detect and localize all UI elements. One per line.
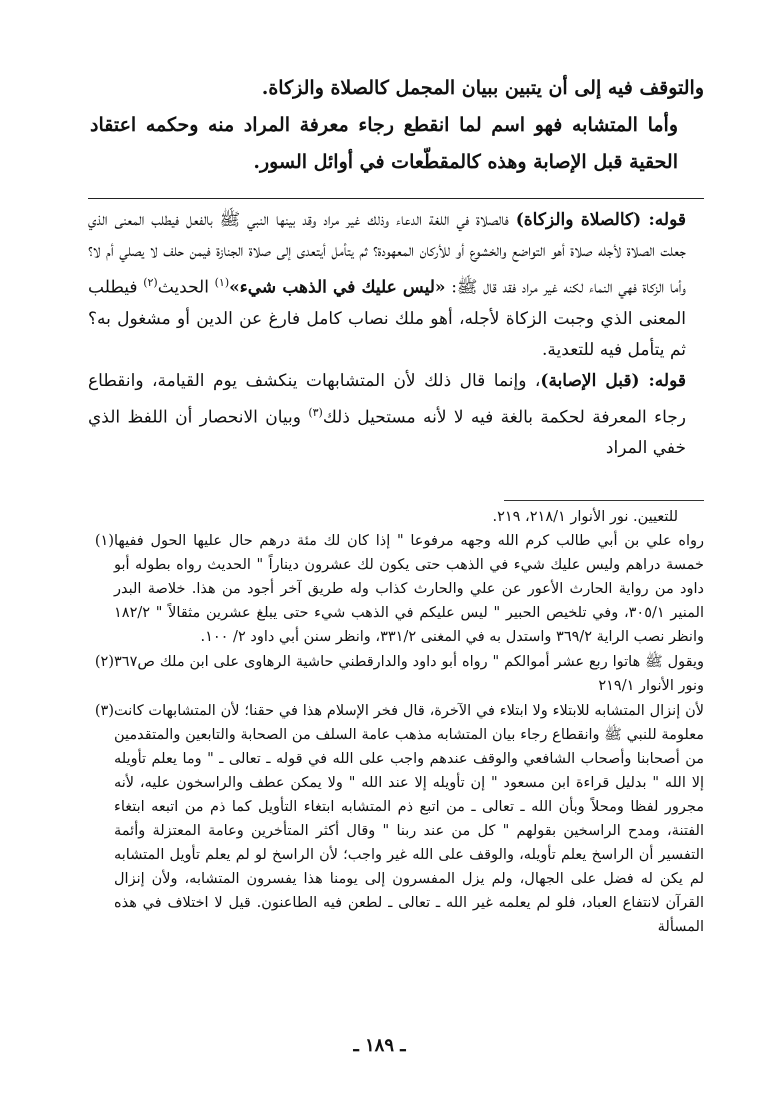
footnote-separator bbox=[504, 500, 704, 501]
separator-line bbox=[88, 198, 704, 199]
footnote-ref: (٣) bbox=[308, 405, 323, 419]
footnote-number: (٣) bbox=[94, 703, 114, 719]
commentary-paragraph: قوله: (قبل الإصابة)، وإنما قال ذلك لأن المتشابهات ينكشف يوم القيامة، وانقطاع رجاء المعرفة لحكمة بالغة فيه لا لأنه مستحيل ذلك$^{(٣)}$ وبيان الانحصار أن اللفظ الذي خفي المراد bbox=[88, 370, 686, 459]
commentary-label: قوله: (قبل الإصابة) bbox=[540, 370, 686, 391]
footnote bbox=[88, 650, 704, 698]
hadith-quote: «ليس عليك في الذهب شيء» bbox=[229, 277, 446, 298]
footnote-number: (٢) bbox=[94, 654, 114, 670]
commentary bbox=[88, 205, 704, 464]
footnote-text: رواه علي بن أبي طالب كرم الله وجهه مرفوعا " إذا كان لك مئة درهم حال عليها الحول ففيها خمسة دراهم وليس عليك شيء في الذهب حتى يكون لك عشرون ديناراً " الحديث رواه بطوله أبو داود من رواية الحارث الأعور عن علي والحارث كذاب وله طريق آخر أجود من هذا. خلاصة البدر المنير ٣٠٥/١، وفي تلخيص الحبير " ليس عليكم في الذهب شيء حتى يبلغ عشرين مثقالاً " ١٨٢/٢ وانظر نصب الراية ٣٦٩/٢ واستدل به في المغنى ٣٣١/٢، وانظر سنن أبي داود ٢/ ١٠٠. bbox=[114, 533, 704, 645]
footnote bbox=[88, 699, 704, 939]
commentary-paragraph: قوله: (كالصلاة والزكاة) فالصلاة في اللغة الدعاء وذلك غير مراد وقد بينها النبي ﷺ بالفعل فيطلب المعنى الذي جعلت الصلاة لأجله صلاة أهو التواضع والخشوع أو للأركان المعهودة؟ ثم يتأمل أيتعدى إلى صلاة الجنازة فيمن حلف لا يصلي أم لا؟ وأما الزكاة فهي النماء لكنه غير مراد فقد قال ﷺ: «ليس عليك في الذهب شيء»$^{(١)}$ الحديث$^{(٢)}$ فيطلب المعنى الذي وجبت الزكاة لأجله، أهو ملك نصاب كامل فارغ عن الدين أو مشغول به؟ ثم يتأمل فيه للتعدية. bbox=[88, 210, 686, 360]
main-text-paragraph: وأما المتشابه فهو اسم لما انقطع رجاء معرفة المراد منه وحكمه اعتقاد الحقية قبل الإصابة وهذه كالمقطّعات في أوائل السور. bbox=[90, 114, 678, 173]
main-text bbox=[90, 70, 704, 181]
footnote-text: ويقول ﷺ هاتوا ربع عشر أموالكم " رواه أبو داود والدارقطني حاشية الرهاوى على ابن ملك ص٣٦٧ ونور الأنوار ٢١٩/١ bbox=[114, 654, 704, 694]
footnote bbox=[88, 529, 704, 649]
footnote-ref: (١) bbox=[214, 276, 230, 289]
commentary-label: قوله: (كالصلاة والزكاة) bbox=[515, 210, 686, 230]
main-text-line: والتوقف فيه إلى أن يتبين ببيان المجمل كالصلاة والزكاة. bbox=[261, 77, 704, 99]
footnote-text: لأن إنزال المتشابه للابتلاء ولا ابتلاء في الآخرة، قال فخر الإسلام هذا في حقنا؛ لأن المتشابهات كانت معلومة للنبي ﷺ وانقطاع رجاء بيان المتشابه مذهب عامة السلف من الصحابة والتابعين والمتقدمين من أصحابنا وأصحاب الشافعي والوقف عندهم واجب على الله في قوله ـ تعالى ـ " وما يعلم تأويله إلا الله " بدليل قراءة ابن مسعود " إن تأويله إلا عند الله " ولا يمكن عطف والراسخون عليه، لأنه مجرور لفظا ومحلاً وبأن الله ـ تعالى ـ من اتبع ذم المتشابه ابتغاء التأويل كما ذم من اتبعه ابتغاء الفتنة، ومدح الراسخين بقولهم " كل من عند ربنا " وقال أكثر المتأخرين وعامة المعتزلة وأئمة التفسير أن الراسخ يعلم تأويله، والوقف على الله غير واجب؛ لأن الراسخ لو لم يعلم تأويل المتشابه لم يكن له فضل على الجهال، ولم يزل المفسرون إلى يومنا هذا يفسرون المتشابه، ولأن إنزال القرآن لانتفاع العباد، فلو لم يعلمه غير الله ـ تعالى ـ لطعن فيه الطاعنون. قيل لا اختلاف في هذه المسألة bbox=[114, 703, 704, 935]
footnote-number: (١) bbox=[94, 533, 114, 549]
page-number: ـ ١٨٩ ـ bbox=[353, 1035, 406, 1056]
footnote-continuation: للتعيين. نور الأنوار ٢١٨/١، ٢١٩. bbox=[492, 509, 678, 525]
footnote-ref: (٢) bbox=[143, 276, 158, 289]
footnotes bbox=[88, 505, 704, 939]
